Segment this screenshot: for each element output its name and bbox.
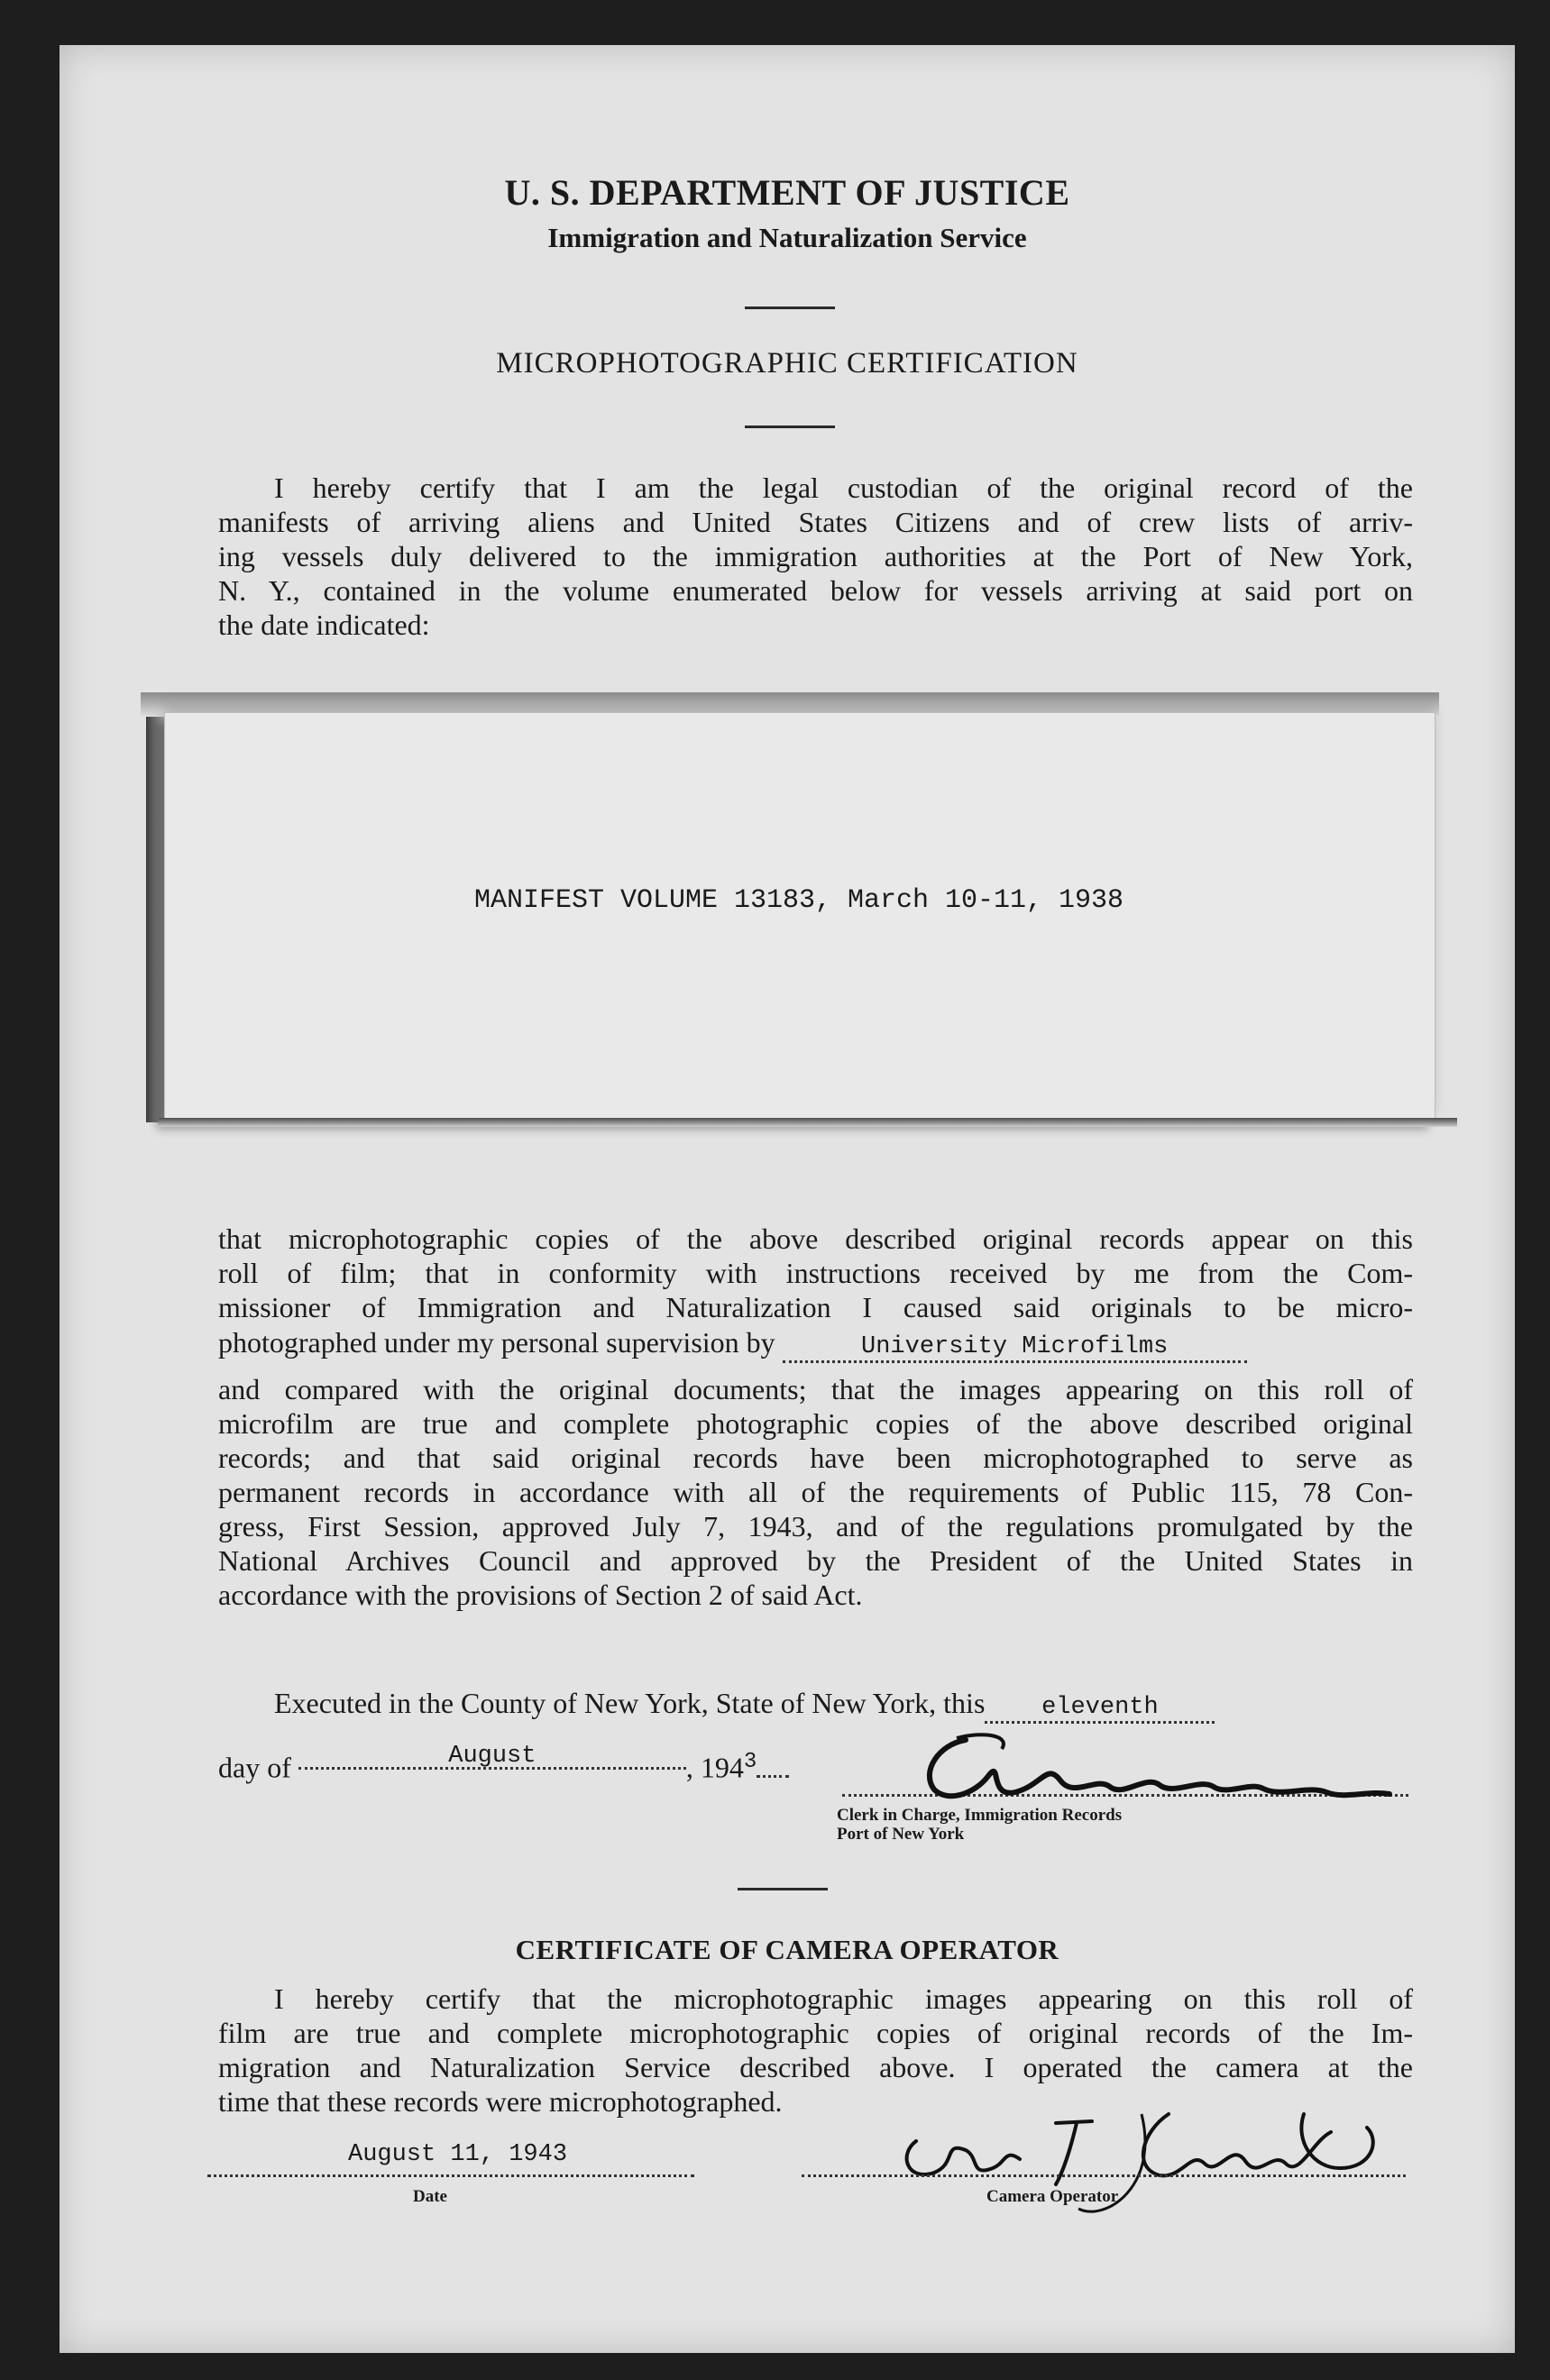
intro-line: N. Y., contained in the volume enumerated below for vessels arriving at said port on bbox=[218, 574, 1413, 607]
inset-shadow bbox=[159, 1118, 1457, 1127]
camera-operator-label: Camera Operator bbox=[986, 2187, 1119, 2206]
divider bbox=[745, 307, 835, 309]
camera-operator-signature bbox=[871, 2078, 1448, 2213]
body-line: records; and that said original records have been microphotographed to serve as bbox=[218, 1442, 1413, 1474]
camera-line: I hereby certify that the microphotographic images appearing on this roll of bbox=[274, 1982, 1413, 2015]
supervision-line bbox=[218, 1325, 1413, 1365]
executed-line bbox=[274, 1686, 1419, 1724]
intro-line: ing vessels duly delivered to the immigration authorities at the Port of New York, bbox=[218, 540, 1413, 572]
intro-paragraph bbox=[218, 471, 1413, 642]
body-line: that microphotographic copies of the above described original records appear on this bbox=[218, 1222, 1413, 1255]
executed-day-field: eleventh bbox=[985, 1694, 1215, 1724]
body-paragraph-continued bbox=[218, 1372, 1413, 1612]
intro-line: manifests of arriving aliens and United States Citizens and of crew lists of arriv- bbox=[218, 506, 1413, 538]
date-dotted-line bbox=[207, 2173, 694, 2177]
manifest-volume: MANIFEST VOLUME 13183, March 10-11, 1938 bbox=[473, 885, 1124, 916]
clerk-title: Clerk in Charge, Immigration Records bbox=[837, 1806, 1123, 1825]
year-digit: 3 bbox=[743, 1750, 757, 1774]
service-subheading: Immigration and Naturalization Service bbox=[547, 222, 1027, 253]
camera-certificate-title: CERTIFICATE OF CAMERA OPERATOR bbox=[515, 1934, 1059, 1965]
camera-line: film are true and complete microphotographic copies of original records of the Im- bbox=[218, 2017, 1413, 2049]
executed-prefix: Executed in the County of New York, State of New York, this bbox=[274, 1687, 986, 1719]
supervision-field: University Microfilms bbox=[783, 1333, 1247, 1363]
manifest-inset-slip bbox=[164, 712, 1435, 1120]
body-line: gress, First Session, approved July 7, 1943, and of the regulations promulgated by the bbox=[218, 1510, 1413, 1542]
month-field: August bbox=[298, 1745, 686, 1770]
date-line bbox=[218, 1745, 940, 1785]
year-dots bbox=[757, 1775, 789, 1778]
supervision-prefix: photographed under my personal supervision by bbox=[218, 1326, 775, 1359]
clerk-signature bbox=[903, 1722, 1408, 1812]
body-paragraph bbox=[218, 1222, 1413, 1324]
body-line: National Archives Council and approved by the President of the United States in bbox=[218, 1544, 1413, 1577]
intro-line: I hereby certify that I am the legal custodian of the original record of the bbox=[274, 471, 1413, 504]
body-line: and compared with the original documents; that the images appearing on this roll of bbox=[218, 1373, 1413, 1405]
body-line: roll of film; that in conformity with instructions received by me from the Com- bbox=[218, 1257, 1413, 1289]
body-line: missioner of Immigration and Naturalization I caused said originals to be micro- bbox=[218, 1291, 1413, 1323]
certification-title: MICROPHOTOGRAPHIC CERTIFICATION bbox=[496, 347, 1078, 380]
body-line: permanent records in accordance with all of the requirements of Public 115, 78 Con- bbox=[218, 1476, 1413, 1508]
body-line: accordance with the provisions of Section 2 of said Act. bbox=[218, 1579, 863, 1611]
certificate-page bbox=[60, 45, 1515, 2353]
body-line: microfilm are true and complete photographic copies of the above described original bbox=[218, 1407, 1413, 1440]
date-label: Date bbox=[413, 2187, 447, 2206]
inset-shadow bbox=[146, 717, 166, 1122]
department-heading: U. S. DEPARTMENT OF JUSTICE bbox=[504, 172, 1070, 213]
year-prefix: , 194 bbox=[685, 1751, 744, 1784]
day-of-label: day of bbox=[218, 1751, 291, 1784]
divider bbox=[745, 426, 835, 428]
operator-dotted-line bbox=[802, 2173, 1406, 2177]
divider bbox=[738, 1888, 828, 1890]
intro-line: the date indicated: bbox=[218, 609, 430, 641]
camera-date-value: August 11, 1943 bbox=[348, 2141, 568, 2168]
camera-line: time that these records were microphotographed. bbox=[218, 2085, 783, 2118]
camera-line: migration and Naturalization Service described above. I operated the camera at the bbox=[218, 2051, 1413, 2083]
clerk-port: Port of New York bbox=[837, 1825, 965, 1844]
